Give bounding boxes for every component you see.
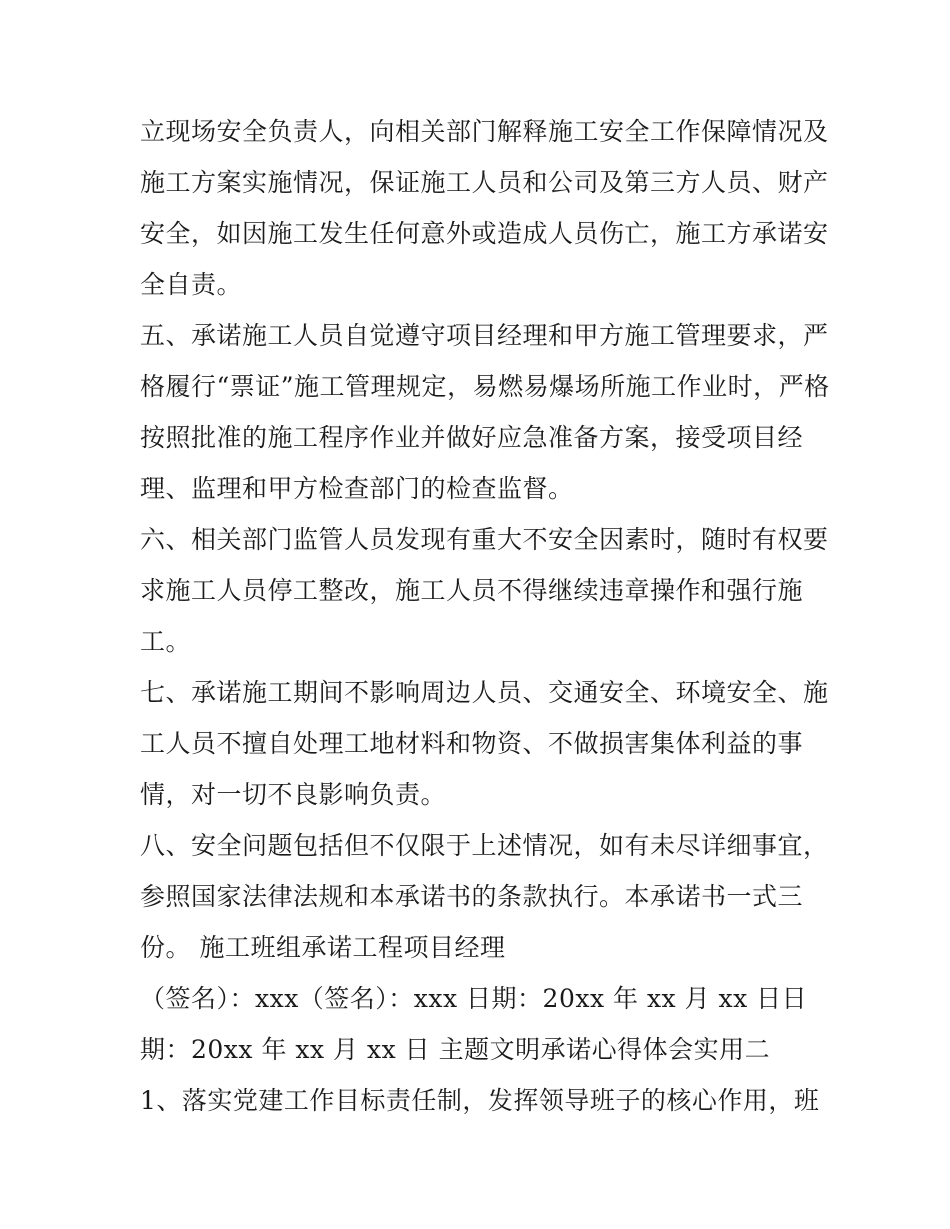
text-line: 安全，如因施工发生任何意外或造成人员伤亡，施工方承诺安 — [140, 219, 829, 248]
text-line: 全自责。 — [140, 270, 243, 299]
text-line: 期：20xx 年 xx 月 xx 日 主题文明承诺心得体会实用二 — [140, 1035, 771, 1064]
text-line: 按照批准的施工程序作业并做好应急准备方案，接受项目经 — [140, 423, 804, 452]
text-line: 七、承诺施工期间不影响周边人员、交通安全、环境安全、施 — [140, 678, 829, 707]
text-line: 理、监理和甲方检查部门的检查监督。 — [140, 474, 574, 503]
document-body — [140, 106, 830, 1126]
text-line: 施工方案实施情况，保证施工人员和公司及第三方人员、财产 — [140, 168, 829, 197]
text-line: 份。 施工班组承诺工程项目经理 — [140, 933, 506, 962]
text-line: 参照国家法律法规和本承诺书的条款执行。本承诺书一式三 — [140, 882, 804, 911]
text-line: 八、安全问题包括但不仅限于上述情况，如有未尽详细事宜， — [140, 831, 829, 860]
text-line: 立现场安全负责人，向相关部门解释施工安全工作保障情况及 — [140, 117, 829, 146]
text-line: 情，对一切不良影响负责。 — [140, 780, 447, 809]
text-line: 1、落实党建工作目标责任制，发挥领导班子的核心作用，班 — [140, 1086, 820, 1115]
text-line: 求施工人员停工整改，施工人员不得继续违章操作和强行施 — [140, 576, 804, 605]
text-line: 工人员不擅自处理工地材料和物资、不做损害集体利益的事 — [140, 729, 804, 758]
text-line: 工。 — [140, 627, 192, 656]
text-line: （签名）：xxx（签名）：xxx 日期：20xx 年 xx 月 xx 日日 — [140, 984, 808, 1013]
text-line: 五、承诺施工人员自觉遵守项目经理和甲方施工管理要求，严 — [140, 321, 829, 350]
text-line: 六、相关部门监管人员发现有重大不安全因素时，随时有权要 — [140, 525, 829, 554]
text-line: 格履行“票证”施工管理规定，易燃易爆场所施工作业时，严格 — [140, 372, 830, 401]
